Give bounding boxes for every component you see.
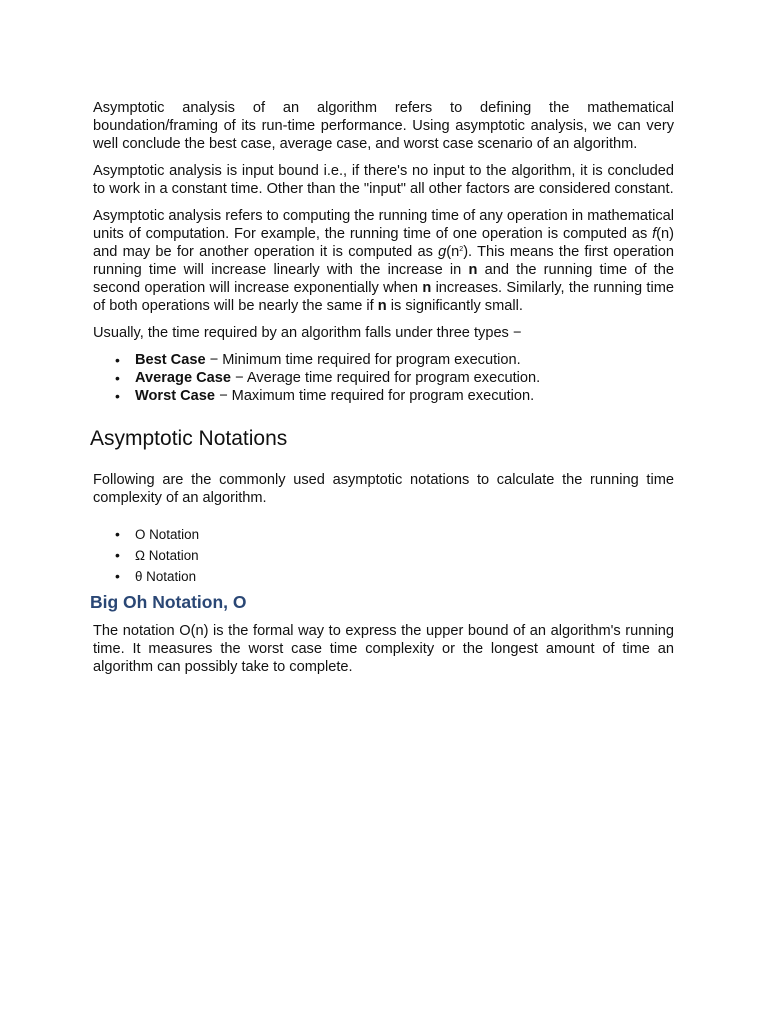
text-run: is significantly small. — [386, 298, 523, 314]
notation-label: Ο Notation — [135, 527, 200, 542]
function-f: f — [652, 226, 657, 242]
document-content — [90, 99, 675, 676]
case-description: − Maximum time required for program execution. — [215, 388, 535, 404]
text-run: Asymptotic analysis refers to computing the running time of any operation in mathematical units of computation. For example, the running time of one operation is computed as — [93, 208, 674, 242]
list-item-omega — [93, 545, 674, 566]
case-term: Worst Case — [135, 388, 216, 404]
case-term: Best Case — [135, 352, 206, 368]
text-run: (n) and may be for another operation it is computed as — [93, 226, 674, 260]
bullet-icon: • — [115, 370, 120, 386]
text-run: and the running time of the second operation will increase exponentially when — [93, 262, 674, 296]
variable-n: n — [377, 298, 387, 314]
function-g: g — [438, 244, 447, 260]
exponent: 2 — [459, 246, 464, 253]
list-item-theta — [93, 566, 674, 587]
heading-big-oh: Big Oh Notation, Ο — [90, 592, 247, 612]
list-item-big-o — [93, 524, 674, 545]
notation-label: Ω Notation — [135, 548, 199, 563]
paragraph-input-bound: Asymptotic analysis is input bound i.e., if there's no input to the algorithm, it is concluded to work in a constant time. Other than the "input" all other factors are considered constant. — [93, 163, 674, 197]
text-run: increases. Similarly, the running time of both operations will be nearly the same if — [93, 280, 674, 314]
bullet-icon: • — [115, 352, 120, 368]
bullet-icon: • — [115, 568, 120, 584]
paragraph-notations-intro: Following are the commonly used asymptotic notations to calculate the running time complexity of an algorithm. — [93, 472, 674, 506]
notation-list — [93, 524, 674, 587]
text-run: ). This means the first operation running time will increase linearly with the increase in — [93, 244, 675, 278]
case-description: − Minimum time required for program execution. — [205, 352, 521, 368]
list-item-best-case — [93, 351, 674, 369]
paragraph-three-types: Usually, the time required by an algorithm falls under three types − — [93, 325, 522, 341]
paragraph-big-oh: The notation Ο(n) is the formal way to express the upper bound of an algorithm's running time. It measures the worst case time complexity or the longest amount of time an algorithm can possibly take to complete. — [93, 623, 674, 675]
list-item-worst-case — [93, 387, 674, 405]
list-item-average-case — [93, 369, 674, 387]
case-term: Average Case — [135, 370, 231, 386]
paragraph-running-time — [93, 207, 674, 315]
notation-label: θ Notation — [135, 569, 197, 584]
case-description: − Average time required for program execution. — [231, 370, 541, 386]
bullet-icon: • — [115, 388, 120, 404]
variable-n: n — [422, 280, 432, 296]
bullet-icon: • — [115, 526, 120, 542]
paragraph-intro: Asymptotic analysis of an algorithm refers to defining the mathematical boundation/framing of its run-time performance. Using asymptotic analysis, we can very well conclude the best case, average case, and worst case scenario of an algorithm. — [93, 100, 674, 152]
bullet-icon: • — [115, 547, 120, 563]
variable-n: n — [468, 262, 478, 278]
heading-asymptotic-notations: Asymptotic Notations — [90, 427, 288, 450]
text-run: (n — [446, 244, 460, 260]
case-types-list — [93, 351, 674, 405]
